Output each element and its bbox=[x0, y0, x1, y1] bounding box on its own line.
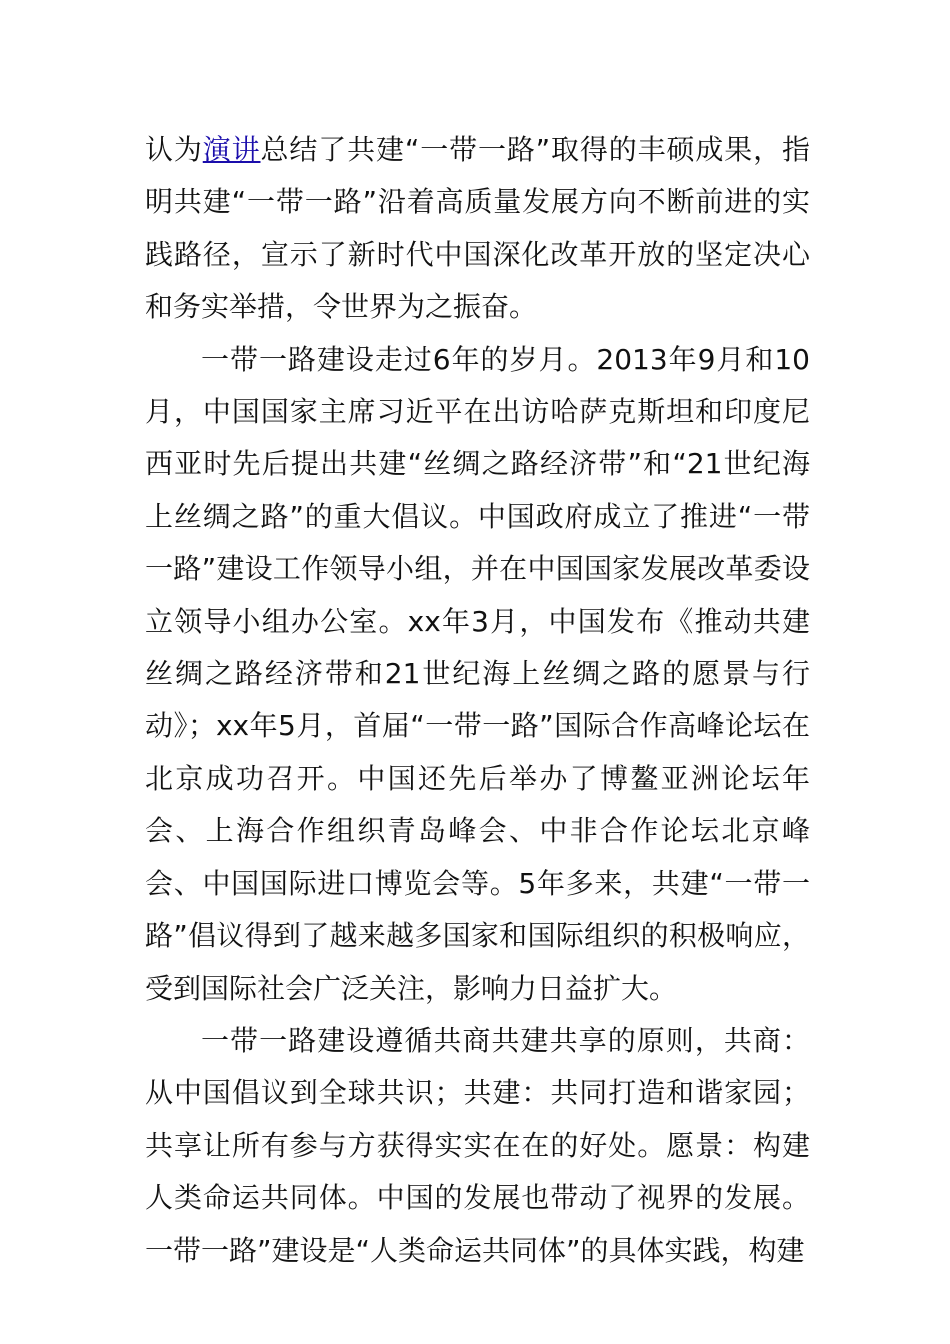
document-body bbox=[145, 124, 810, 1277]
paragraph-1 bbox=[145, 124, 810, 334]
paragraph-1-rest: 总结了共建“一带一路”取得的丰硕成果，指明共建“一带一路”沿着高质量发展方向不断前进的实践路径，宣示了新时代中国深化改革开放的坚定决心和务实举措，令世界为之振奋。 bbox=[145, 133, 810, 324]
paragraph-2: 一带一路建设走过6年的岁月。2013年9月和10月，中国国家主席习近平在出访哈萨克斯坦和印度尼西亚时先后提出共建“丝绸之路经济带”和“21世纪海上丝绸之路”的重大倡议。中国政府成立了推进“一带一路”建设工作领导小组，并在中国国家发展改革委设立领导小组办公室。xx年3月，中国发布《推动共建丝绸之路经济带和21世纪海上丝绸之路的愿景与行动》；xx年5月，首届“一带一路”国际合作高峰论坛在北京成功召开。中国还先后举办了博鳌亚洲论坛年会、上海合作组织青岛峰会、中非合作论坛北京峰会、中国国际进口博览会等。5年多来，共建“一带一路”倡议得到了越来越多国家和国际组织的积极响应，受到国际社会广泛关注，影响力日益扩大。 bbox=[145, 342, 810, 1005]
paragraph-3: 一带一路建设遵循共商共建共享的原则，共商：从中国倡议到全球共识；共建：共同打造和谐家园；共享让所有参与方获得实实在在的好处。愿景：构建人类命运共同体。中国的发展也带动了视界的发展。一带一路”建设是“人类命运共同体”的具体实践，构建 bbox=[145, 1023, 810, 1267]
speech-link[interactable]: 演讲 bbox=[202, 133, 261, 166]
paragraph-1-lead: 认为 bbox=[145, 133, 203, 166]
